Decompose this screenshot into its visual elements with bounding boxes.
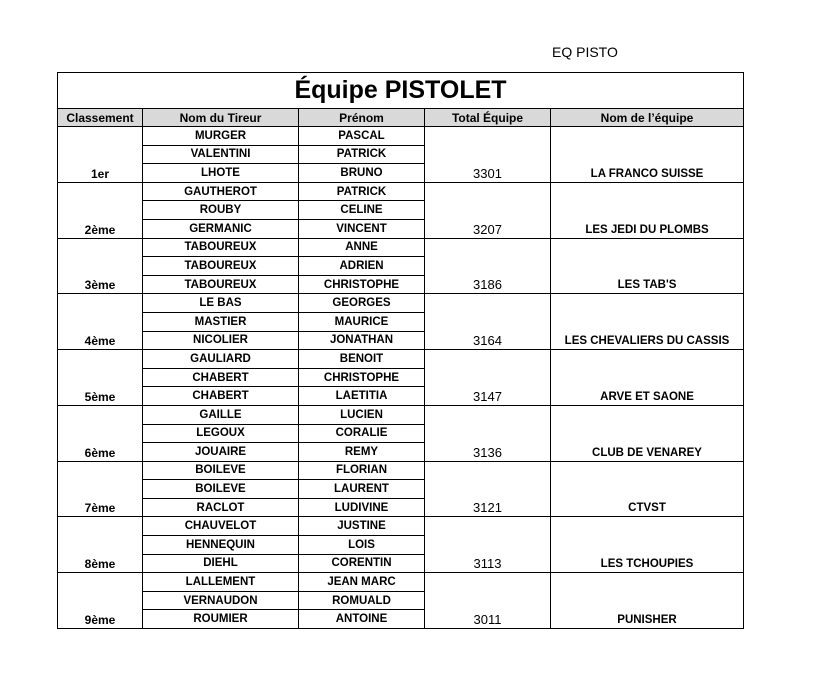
shooter-first-name: PATRICK <box>299 182 425 201</box>
shooter-last-name: HENNEQUIN <box>143 536 299 555</box>
shooter-last-name: DIEHL <box>143 554 299 573</box>
table-row <box>58 350 744 369</box>
shooter-first-name: PASCAL <box>299 127 425 146</box>
table-row <box>58 573 744 592</box>
shooter-last-name: NICOLIER <box>143 331 299 350</box>
team-results-table <box>57 72 744 629</box>
rank-cell: 9ème <box>58 573 143 629</box>
shooter-first-name: JUSTINE <box>299 517 425 536</box>
shooter-first-name: BENOIT <box>299 350 425 369</box>
shooter-last-name: LALLEMENT <box>143 573 299 592</box>
column-header-total-equipe: Total Équipe <box>425 109 551 127</box>
table-row <box>58 238 744 257</box>
shooter-first-name: LOIS <box>299 536 425 555</box>
rank-cell: 8ème <box>58 517 143 573</box>
shooter-first-name: ANNE <box>299 238 425 257</box>
shooter-first-name: JONATHAN <box>299 331 425 350</box>
shooter-first-name: BRUNO <box>299 164 425 183</box>
shooter-first-name: VINCENT <box>299 219 425 238</box>
team-total-cell: 3121 <box>425 461 551 517</box>
shooter-last-name: TABOUREUX <box>143 257 299 276</box>
shooter-last-name: MURGER <box>143 127 299 146</box>
team-name-cell: LA FRANCO SUISSE <box>551 127 744 183</box>
rank-cell: 2ème <box>58 182 143 238</box>
page-header-code: EQ PISTO <box>552 44 618 60</box>
shooter-last-name: MASTIER <box>143 312 299 331</box>
shooter-last-name: ROUMIER <box>143 610 299 629</box>
shooter-last-name: GAILLE <box>143 405 299 424</box>
team-name-cell: CLUB DE VENAREY <box>551 405 744 461</box>
shooter-first-name: ROMUALD <box>299 591 425 610</box>
team-total-cell: 3164 <box>425 294 551 350</box>
table-row <box>58 461 744 480</box>
shooter-first-name: CELINE <box>299 201 425 220</box>
rank-cell: 7ème <box>58 461 143 517</box>
shooter-first-name: LAETITIA <box>299 387 425 406</box>
team-name-cell: LES TCHOUPIES <box>551 517 744 573</box>
rank-cell: 5ème <box>58 350 143 406</box>
shooter-first-name: FLORIAN <box>299 461 425 480</box>
rank-cell: 4ème <box>58 294 143 350</box>
shooter-last-name: CHABERT <box>143 387 299 406</box>
column-header-nom-du-tireur: Nom du Tireur <box>143 109 299 127</box>
shooter-last-name: LHOTE <box>143 164 299 183</box>
table-row <box>58 182 744 201</box>
shooter-last-name: RACLOT <box>143 498 299 517</box>
shooter-first-name: ANTOINE <box>299 610 425 629</box>
team-name-cell: LES JEDI DU PLOMBS <box>551 182 744 238</box>
shooter-last-name: BOILEVE <box>143 480 299 499</box>
shooter-last-name: VALENTINI <box>143 145 299 164</box>
team-total-cell: 3301 <box>425 127 551 183</box>
team-total-cell: 3186 <box>425 238 551 294</box>
table-row <box>58 405 744 424</box>
table-title: Équipe PISTOLET <box>58 73 744 109</box>
shooter-last-name: LEGOUX <box>143 424 299 443</box>
team-total-cell: 3136 <box>425 405 551 461</box>
shooter-first-name: LUDIVINE <box>299 498 425 517</box>
results-body <box>58 127 744 629</box>
shooter-last-name: TABOUREUX <box>143 275 299 294</box>
rank-cell: 6ème <box>58 405 143 461</box>
shooter-last-name: LE BAS <box>143 294 299 313</box>
shooter-first-name: MAURICE <box>299 312 425 331</box>
table-row <box>58 517 744 536</box>
shooter-first-name: LUCIEN <box>299 405 425 424</box>
rank-cell: 3ème <box>58 238 143 294</box>
shooter-first-name: CHRISTOPHE <box>299 275 425 294</box>
shooter-first-name: JEAN MARC <box>299 573 425 592</box>
rank-cell: 1er <box>58 127 143 183</box>
team-total-cell: 3147 <box>425 350 551 406</box>
shooter-first-name: PATRICK <box>299 145 425 164</box>
team-name-cell: ARVE ET SAONE <box>551 350 744 406</box>
shooter-last-name: GERMANIC <box>143 219 299 238</box>
shooter-last-name: JOUAIRE <box>143 443 299 462</box>
column-header-classement: Classement <box>58 109 143 127</box>
shooter-last-name: BOILEVE <box>143 461 299 480</box>
table-row <box>58 294 744 313</box>
shooter-last-name: GAUTHEROT <box>143 182 299 201</box>
shooter-last-name: TABOUREUX <box>143 238 299 257</box>
column-header-prenom: Prénom <box>299 109 425 127</box>
shooter-last-name: VERNAUDON <box>143 591 299 610</box>
team-total-cell: 3207 <box>425 182 551 238</box>
column-header-nom-equipe: Nom de l’équipe <box>551 109 744 127</box>
team-name-cell: LES CHEVALIERS DU CASSIS <box>551 294 744 350</box>
table-row <box>58 127 744 146</box>
shooter-last-name: ROUBY <box>143 201 299 220</box>
team-total-cell: 3011 <box>425 573 551 629</box>
team-total-cell: 3113 <box>425 517 551 573</box>
shooter-first-name: CORENTIN <box>299 554 425 573</box>
column-header-row <box>58 109 744 127</box>
shooter-first-name: GEORGES <box>299 294 425 313</box>
team-name-cell: PUNISHER <box>551 573 744 629</box>
shooter-last-name: GAULIARD <box>143 350 299 369</box>
shooter-first-name: ADRIEN <box>299 257 425 276</box>
shooter-first-name: LAURENT <box>299 480 425 499</box>
shooter-first-name: CHRISTOPHE <box>299 368 425 387</box>
team-name-cell: LES TAB'S <box>551 238 744 294</box>
shooter-last-name: CHABERT <box>143 368 299 387</box>
shooter-first-name: REMY <box>299 443 425 462</box>
shooter-first-name: CORALIE <box>299 424 425 443</box>
shooter-last-name: CHAUVELOT <box>143 517 299 536</box>
team-name-cell: CTVST <box>551 461 744 517</box>
